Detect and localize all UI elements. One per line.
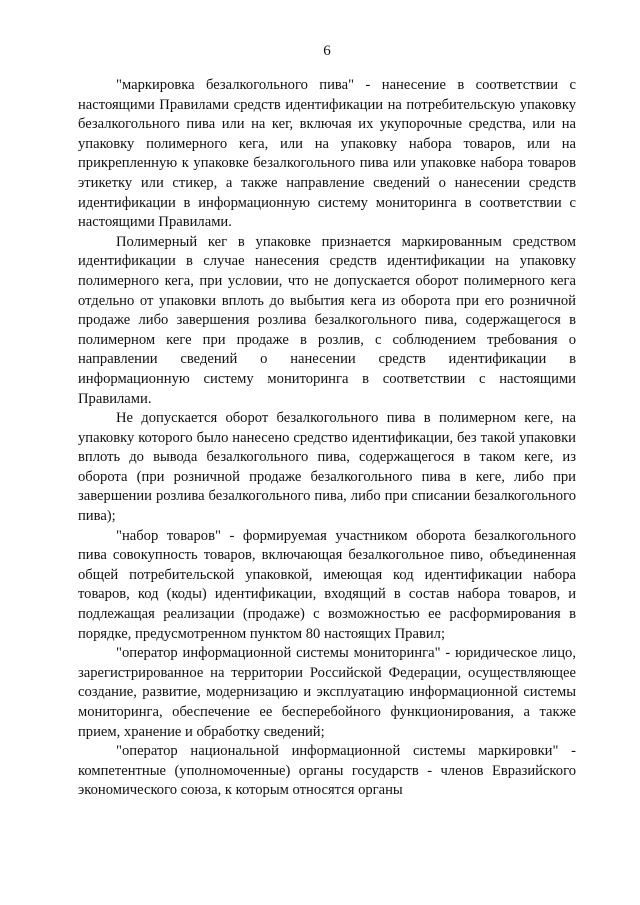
paragraph-national-operator-definition: "оператор национальной информационной системы маркировки" - компетентные (уполномоченные) органы государств - членов Евразийского экономического союза, к которым относятся органы (78, 743, 576, 799)
paragraph-keg-turnover-prohibition: Не допускается оборот безалкогольного пива в полимерном кеге, на упаковку которого было нанесено средство идентификации, без такой упаковки вплоть до вывода безалкогольного пива, содержащегося в таком кеге, из оборота (при розничной продаже безалкогольного пива в кеге, либо при завершении розлива безалкогольного пива, либо при списании безалкогольного пива); (78, 410, 576, 525)
paragraph-beer-labeling-definition: "маркировка безалкогольного пива" - нанесение в соответствии с настоящими Правилами средств идентификации на потребительскую упаковку безалкогольного пива или на кег, включая их укупорочные средства, или на упаковку полимерного кега, или на упаковку набора товаров, или на прикрепленную к упаковке безалкогольного пива или упаковке набора товаров этикетку или стикер, а также направление сведений о нанесении средств идентификации в информационную систему мониторинга в соответствии с настоящими Правилами. (78, 77, 576, 231)
paragraph-goods-set-definition: "набор товаров" - формируемая участником оборота безалкогольного пива совокупность товаров, включающая безалкогольное пиво, объединенная общей потребительской упаковкой, имеющая код идентификации набора товаров, код (коды) идентификации, входящий в состав набора товаров, и подлежащая реализации (продаже) с возможностью ее расформирования в порядке, предусмотренном пунктом 80 настоящих Правил; (78, 527, 576, 642)
paragraph-polymer-keg: Полимерный кег в упаковке признается маркированным средством идентификации в случае нанесения средств идентификации на упаковку полимерного кега, при условии, что не допускается оборот полимерного кега отдельно от упаковки вплоть до выбытия кега из оборота при его розничной продаже либо завершения розлива безалкогольного пива, содержащегося в полимерном кеге при продаже в розлив, с соблюдением требования о направлении сведений о нанесении средств идентификации в информационную систему мониторинга в соответствии с настоящими Правилами. (78, 233, 576, 407)
page-number: 6 (323, 43, 331, 59)
paragraph-monitoring-operator-definition: "оператор информационной системы мониторинга" - юридическое лицо, зарегистрированное на территории Российской Федерации, осуществляющее создание, развитие, модернизацию и эксплуатацию информационной системы мониторинга, обеспечение ее бесперебойного функционирования, а также прием, хранение и обработку сведений; (78, 645, 576, 740)
document-body (78, 76, 576, 801)
